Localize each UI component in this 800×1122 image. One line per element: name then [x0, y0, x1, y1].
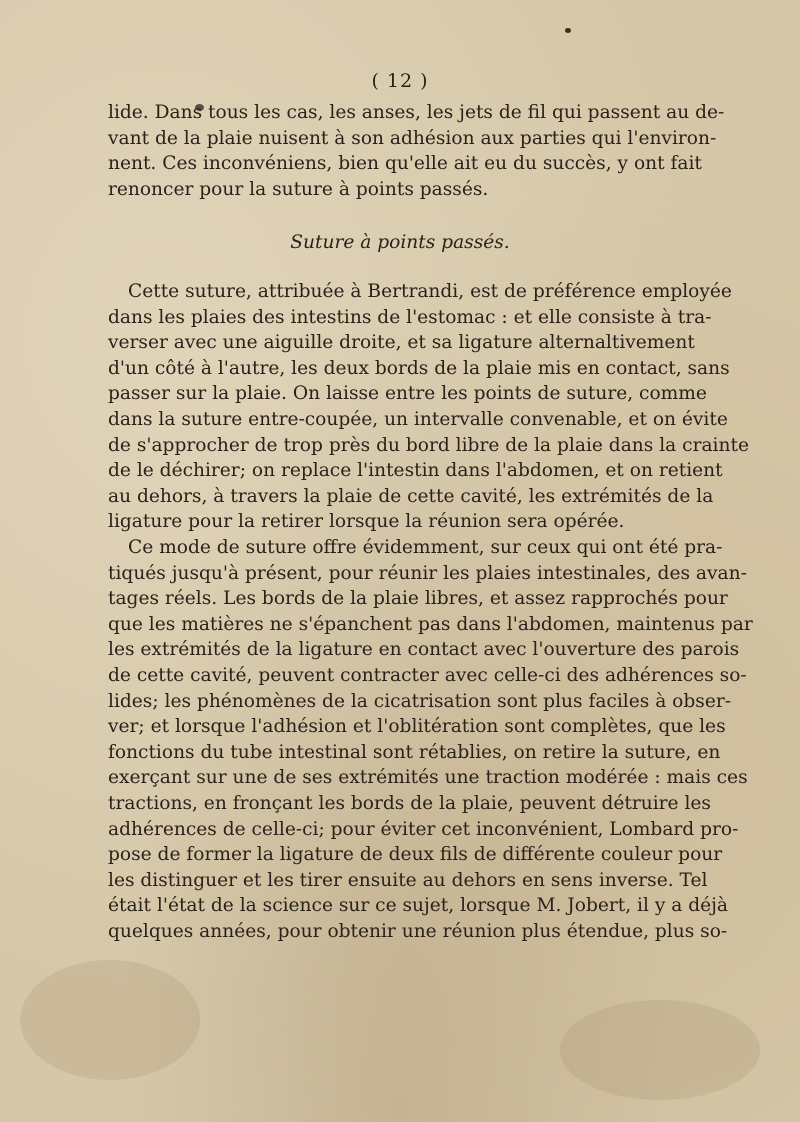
- text-line: nent. Ces inconvéniens, bien qu'elle ait eu du succès, y ont fait: [108, 153, 702, 175]
- text-line: adhérences de celle-ci; pour éviter cet inconvénient, Lombard pro-: [108, 818, 739, 840]
- text-line: de le déchirer; on replace l'intestin dans l'abdomen, et on retient: [108, 460, 723, 482]
- text-line: était l'état de la science sur ce sujet, lorsque M. Jobert, il y a déjà: [108, 895, 729, 917]
- paper-stain: [560, 1000, 760, 1100]
- text-line: de cette cavité, peuvent contracter avec celle-ci des adhérences so-: [108, 664, 747, 686]
- text-line: lides; les phénomènes de la cicatrisation sont plus faciles à obser-: [108, 690, 731, 712]
- text-line: de s'approcher de trop près du bord libre de la plaie dans la crainte: [108, 434, 749, 456]
- paragraph-1: [108, 279, 749, 535]
- text-line: verser avec une aiguille droite, et sa ligature alternaltivement: [108, 332, 695, 354]
- text-line: fonctions du tube intestinal sont rétablies, on retire la suture, en: [108, 741, 721, 763]
- text-line: tractions, en fronçant les bords de la plaie, peuvent détruire les: [108, 792, 711, 814]
- text-line: les extrémités de la ligature en contact avec l'ouverture des parois: [108, 639, 740, 661]
- text-line: vant de la plaie nuisent à son adhésion aux parties qui l'environ-: [108, 127, 717, 149]
- text-line: quelques années, pour obtenir une réunion plus étendue, plus so-: [108, 920, 728, 942]
- text-line: Cette suture, attribuée à Bertrandi, est de préférence employée: [128, 281, 732, 302]
- text-line: que les matières ne s'épanchent pas dans l'abdomen, maintenus par: [108, 613, 753, 635]
- text-line: ligature pour la retirer lorsque la réunion sera opérée.: [108, 511, 625, 533]
- top-paragraph: [108, 100, 725, 202]
- text-line: Ce mode de suture offre évidemment, sur ceux qui ont été pra-: [128, 537, 723, 558]
- page-number: ( 12 ): [371, 70, 429, 92]
- text-line: lide. Dans tous les cas, les anses, les jets de fil qui passent au de-: [108, 102, 725, 123]
- text-line: les distinguer et les tirer ensuite au dehors en sens inverse. Tel: [108, 869, 708, 891]
- paragraph-2: [108, 535, 753, 945]
- text-line: tiqués jusqu'à présent, pour réunir les plaies intestinales, des avan-: [108, 562, 747, 584]
- section-heading: Suture à points passés.: [290, 232, 510, 253]
- text-line: dans la suture entre-coupée, un intervalle convenable, et on évite: [108, 408, 728, 430]
- text-line: ver; et lorsque l'adhésion et l'oblitération sont complètes, que les: [108, 716, 726, 738]
- text-line: d'un côté à l'autre, les deux bords de la plaie mis en contact, sans: [108, 357, 730, 379]
- text-line: passer sur la plaie. On laisse entre les points de suture, comme: [108, 383, 707, 405]
- text-line: tages réels. Les bords de la plaie libres, et assez rapprochés pour: [108, 588, 728, 610]
- text-line: au dehors, à travers la plaie de cette cavité, les extrémités de la: [108, 485, 714, 507]
- text-line: renoncer pour la suture à points passés.: [108, 178, 489, 200]
- ink-spot: [565, 28, 571, 33]
- text-line: dans les plaies des intestins de l'estomac : et elle consiste à tra-: [108, 306, 712, 328]
- text-line: exerçant sur une de ses extrémités une traction modérée : mais ces: [108, 767, 748, 789]
- paper-stain: [20, 960, 200, 1080]
- text-line: pose de former la ligature de deux fils de différente couleur pour: [108, 844, 723, 866]
